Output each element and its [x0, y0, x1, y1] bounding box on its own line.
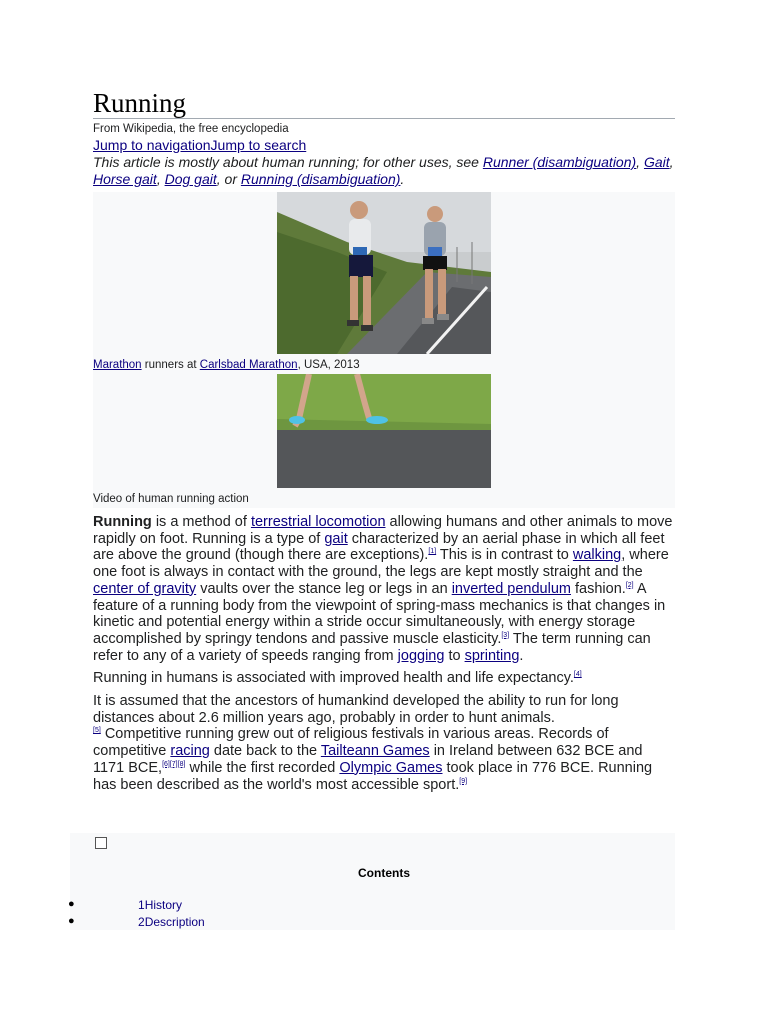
walking-link[interactable]: walking: [572, 547, 622, 564]
body-text: fashion.: [571, 580, 626, 597]
hatnote-link-horse-gait[interactable]: Horse gait: [93, 171, 157, 187]
toc-number: 1: [138, 898, 145, 912]
body-text: date back to the: [209, 743, 321, 760]
center-of-gravity-link[interactable]: center of gravity: [93, 580, 197, 597]
hatnote-link-runner[interactable]: Runner (disambiguation): [482, 154, 637, 170]
hatnote-sep: ,: [636, 154, 644, 170]
toc-item-text: [138, 915, 205, 929]
toc-label: History: [144, 898, 183, 912]
ref-6-7-8[interactable]: [6][7][8]: [162, 760, 186, 768]
body-text: A feature of a running body from the viewpoint of spring-mass mechanics is that changes in kinetic and potential energy within a stride occur simultaneously, with energy storage accomplished by springy tendons and passive muscle elasticity.: [93, 580, 666, 647]
article-content: [93, 88, 675, 793]
ref-5[interactable]: [5]: [93, 727, 101, 735]
racing-link[interactable]: racing: [170, 743, 210, 760]
toc-title: Contents: [358, 866, 410, 880]
bullet-icon: ●: [68, 915, 75, 927]
body-text: to: [444, 647, 465, 664]
hatnote-link-dog-gait[interactable]: Dog gait: [164, 171, 217, 187]
inverted-pendulum-link[interactable]: inverted pendulum: [451, 580, 571, 597]
jump-links: [93, 137, 675, 154]
jump-to-navigation-link[interactable]: Jump to navigation: [93, 137, 211, 153]
bold-term: Running: [93, 514, 152, 530]
body-text: The term running can refer to any of a variety of speeds ranging from: [93, 630, 651, 664]
body-text: Running in humans is associated with improved health and life expectancy.: [93, 670, 574, 687]
running-video-graphic: [277, 374, 491, 488]
hatnote-sep: , or: [216, 171, 241, 187]
bullet-icon: ●: [68, 898, 75, 910]
ref-4[interactable]: [4]: [573, 671, 582, 679]
toc-label: Description: [144, 915, 205, 929]
page-title: Running: [93, 88, 675, 119]
body-text: allowing humans and other animals to move rapidly on foot. Running is a type of: [93, 514, 673, 547]
body-text: This is in contrast to: [436, 547, 573, 564]
body-text: .: [519, 647, 524, 664]
hatnote-sep: ,: [669, 154, 674, 170]
hatnote-link-running-disambiguation[interactable]: Running (disambiguation): [240, 171, 401, 187]
figure1-caption: [93, 354, 675, 374]
body-text: is a method of: [151, 514, 251, 530]
toc-toggle-checkbox[interactable]: [95, 837, 107, 849]
body-text: while the first recorded: [185, 759, 340, 776]
running-video-still[interactable]: [277, 374, 491, 488]
hatnote-sep: .: [400, 171, 405, 187]
body-text: Competitive running grew out of religious festivals in various areas. Records of competitive: [93, 726, 609, 760]
site-tagline: From Wikipedia, the free encyclopedia: [93, 123, 289, 135]
body-text: It is assumed that the ancestors of humankind developed the ability to run for long distances about 2.6 million years ago, probably in order to hunt animals.: [93, 693, 619, 726]
marathon-runners-photo[interactable]: [277, 192, 491, 354]
sprinting-link[interactable]: sprinting: [464, 647, 520, 664]
carlsbad-marathon-link[interactable]: Carlsbad Marathon: [199, 359, 298, 371]
hatnote: [93, 154, 675, 188]
jogging-link[interactable]: jogging: [397, 647, 445, 664]
paragraph-history: [93, 693, 675, 793]
caption-text: runners at: [141, 359, 200, 371]
tailteann-games-link[interactable]: Tailteann Games: [320, 743, 430, 760]
body-text: vaults over the stance leg or legs in an: [196, 580, 452, 597]
paragraph-intro: [93, 514, 675, 664]
toc-number: 2: [138, 915, 145, 929]
marathon-photo-graphic: [277, 192, 491, 354]
body-text: , where one foot is always in contact with the ground, the legs are kept mostly straight and the: [93, 547, 669, 581]
marathon-link[interactable]: Marathon: [93, 359, 142, 371]
gait-link[interactable]: gait: [324, 530, 348, 547]
toc-item-text: [138, 898, 182, 912]
ref-2[interactable]: [2]: [625, 581, 634, 589]
hatnote-sep: ,: [156, 171, 165, 187]
ref-3[interactable]: [3]: [501, 631, 510, 639]
body-text: took place in 776 BCE. Running has been described as the world's most accessible sport.: [93, 759, 653, 793]
paragraph-health: [93, 670, 675, 687]
ref-1[interactable]: [1]: [428, 548, 437, 556]
caption-text: , USA, 2013: [297, 359, 360, 371]
hatnote-text: This article is mostly about human running; for other uses, see: [93, 154, 483, 170]
jump-to-search-link[interactable]: Jump to search: [210, 137, 307, 153]
body-text: in Ireland between 632 BCE and 1171 BCE,: [93, 743, 643, 776]
olympic-games-link[interactable]: Olympic Games: [339, 759, 443, 776]
body-text: characterized by an aerial phase in which all feet are above the ground (though there are exceptions).: [93, 530, 665, 564]
ref-9[interactable]: [9]: [459, 777, 468, 785]
figure-box: [93, 192, 675, 508]
hatnote-link-gait[interactable]: Gait: [643, 154, 670, 170]
terrestrial-locomotion-link[interactable]: terrestrial locomotion: [250, 514, 386, 530]
figure2-caption: Video of human running action: [93, 493, 249, 505]
